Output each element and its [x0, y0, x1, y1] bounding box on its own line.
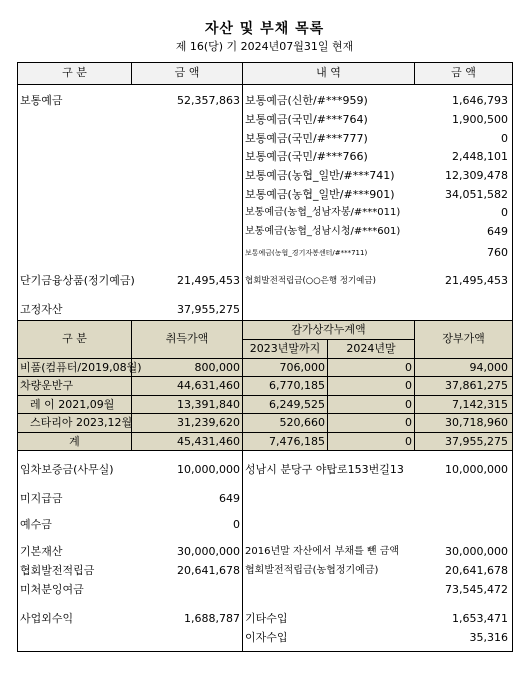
bank-item-desc: 보통예금(농협_일반/#***901): [245, 188, 395, 201]
basic-property-label: 기본재산: [20, 545, 63, 558]
asset-total-label: 계: [69, 435, 80, 448]
asset-table-top: [17, 320, 513, 321]
short-term-desc-amount: 21,495,453: [445, 274, 508, 287]
lease-deposit-amount: 10,000,000: [177, 463, 240, 476]
asset-row-d2024: 0: [405, 416, 412, 429]
asset-row-d2024: 0: [405, 379, 412, 392]
asset-row-line-4: [17, 432, 513, 433]
non-operating-income-label: 사업외수익: [20, 612, 74, 625]
asset-row-d2023: 6,249,525: [269, 398, 325, 411]
header-detail-amount: 금 액: [451, 66, 476, 79]
short-term-amount: 21,495,453: [177, 274, 240, 287]
bank-item-desc: 보통예금(신한/#***959): [245, 94, 368, 107]
asset-header-cost: 취득가액: [165, 332, 209, 345]
basic-property-desc-amount: 30,000,000: [445, 545, 508, 558]
asset-row-name: 레 이 2021,09월: [30, 398, 115, 411]
lease-deposit-label: 임차보증금(사무실): [20, 463, 114, 476]
lease-deposit-desc-amount: 10,000,000: [445, 463, 508, 476]
development-fund-desc-amount: 20,641,678: [445, 564, 508, 577]
asset-header-depreciation: 감가상각누계액: [291, 323, 366, 336]
short-term-desc: 협회발전적립금(○○은행 정기예금): [245, 276, 376, 286]
header-divider: [17, 84, 513, 85]
asset-header-book-value: 장부가액: [442, 332, 485, 345]
asset-row-book: 30,718,960: [445, 416, 508, 429]
bank-item-desc: 보통예금(국민/#***777): [245, 132, 368, 145]
asset-header-category: 구 분: [62, 332, 87, 345]
fixed-assets-amount: 37,955,275: [177, 303, 240, 316]
document-title: 자산 및 부채 목록: [204, 21, 325, 37]
bank-item-amount: 0: [501, 206, 508, 219]
col-divider-2-top: [242, 62, 243, 320]
bank-item-amount: 760: [487, 246, 508, 259]
asset-row-cost: 13,391,840: [177, 398, 240, 411]
lease-deposit-desc: 성남시 분당구 야탑로153번길13: [245, 463, 404, 476]
other-income-desc: 기타수입: [245, 612, 288, 625]
asset-row-line-1: [17, 376, 513, 377]
basic-property-desc: 2016년말 자산에서 부채를 뺀 금액: [245, 546, 400, 557]
bank-deposit-label: 보통예금: [20, 94, 63, 107]
accounts-payable-amount: 649: [219, 492, 240, 505]
asset-table-bottom: [17, 450, 513, 451]
asset-header-2023: 2023년말까지: [249, 342, 321, 355]
interest-income-desc: 이자수입: [245, 631, 288, 644]
fixed-assets-label: 고정자산: [20, 303, 63, 316]
asset-row-name: 스타리아 2023,12월: [30, 416, 133, 429]
retained-surplus-label: 미처분잉여금: [20, 583, 84, 596]
withholding-amount: 0: [233, 518, 240, 531]
header-category: 구 분: [62, 66, 87, 79]
document-subtitle: 제 16(당) 기 2024년07월31일 현재: [175, 40, 354, 53]
bank-item-desc: 보통예금(농협_일반/#***741): [245, 169, 395, 182]
basic-property-amount: 30,000,000: [177, 545, 240, 558]
bank-item-desc: 보통예금(국민/#***766): [245, 150, 368, 163]
asset-row-d2024: 0: [405, 361, 412, 374]
bank-item-amount: 2,448,101: [452, 150, 508, 163]
bank-item-amount: 1,900,500: [452, 113, 508, 126]
bank-deposit-amount: 52,357,863: [177, 94, 240, 107]
outer-border-right: [512, 62, 513, 652]
asset-row-line-3: [17, 413, 513, 414]
asset-row-line-2: [17, 395, 513, 396]
asset-row-cost: 800,000: [194, 361, 240, 374]
asset-row-d2024: 0: [405, 398, 412, 411]
asset-row-cost: 31,239,620: [177, 416, 240, 429]
development-fund-label: 협회발전적립금: [20, 564, 95, 577]
development-fund-amount: 20,641,678: [177, 564, 240, 577]
asset-total-d2023: 7,476,185: [269, 435, 325, 448]
asset-row-book: 7,142,315: [452, 398, 508, 411]
asset-table-header-bottom: [17, 358, 513, 359]
header-amount: 금 액: [174, 66, 200, 79]
bank-item-amount: 0: [501, 132, 508, 145]
outer-border-top: [17, 62, 513, 63]
asset-row-d2023: 6,770,185: [269, 379, 325, 392]
asset-total-d2024: 0: [405, 435, 412, 448]
bank-item-amount: 34,051,582: [445, 188, 508, 201]
retained-surplus-desc-amount: 73,545,472: [445, 583, 508, 596]
asset-row-d2023: 520,660: [279, 416, 325, 429]
outer-border-left: [17, 62, 18, 652]
asset-row-name: 차량운반구: [20, 379, 74, 392]
asset-table-sub-header: [242, 339, 415, 340]
bank-item-desc: 보통예금(농협_성남자봉/#***011): [245, 207, 401, 218]
accounts-payable-label: 미지급금: [20, 492, 63, 505]
asset-total-cost: 45,431,460: [177, 435, 240, 448]
bank-item-desc: 보통예금(농협_성남시청/#***601): [245, 226, 401, 237]
asset-row-book: 94,000: [469, 361, 508, 374]
bank-item-desc: 보통예금(국민/#***764): [245, 113, 368, 126]
interest-income-desc-amount: 35,316: [469, 631, 508, 644]
asset-row-name: 비품(컴퓨터/2019,08월): [20, 361, 142, 374]
asset-row-cost: 44,631,460: [177, 379, 240, 392]
bank-item-amount: 12,309,478: [445, 169, 508, 182]
outer-border-bottom: [17, 651, 513, 652]
bank-item-amount: 649: [487, 225, 508, 238]
development-fund-desc: 협회발전적립금(농협정기예금): [245, 565, 379, 576]
bank-item-desc: 보통예금(농협_경기자봉센터/#***711): [245, 249, 368, 257]
withholding-label: 예수금: [20, 518, 52, 531]
asset-total-book: 37,955,275: [445, 435, 508, 448]
asset-header-2024: 2024년말: [346, 342, 396, 355]
asset-row-book: 37,861,275: [445, 379, 508, 392]
short-term-label: 단기금융상품(정기예금): [20, 274, 135, 287]
bank-item-amount: 1,646,793: [452, 94, 508, 107]
other-income-desc-amount: 1,653,471: [452, 612, 508, 625]
non-operating-income-amount: 1,688,787: [184, 612, 240, 625]
header-details: 내 역: [316, 66, 341, 79]
col-divider-2-bottom: [242, 450, 243, 651]
asset-row-d2023: 706,000: [279, 361, 325, 374]
